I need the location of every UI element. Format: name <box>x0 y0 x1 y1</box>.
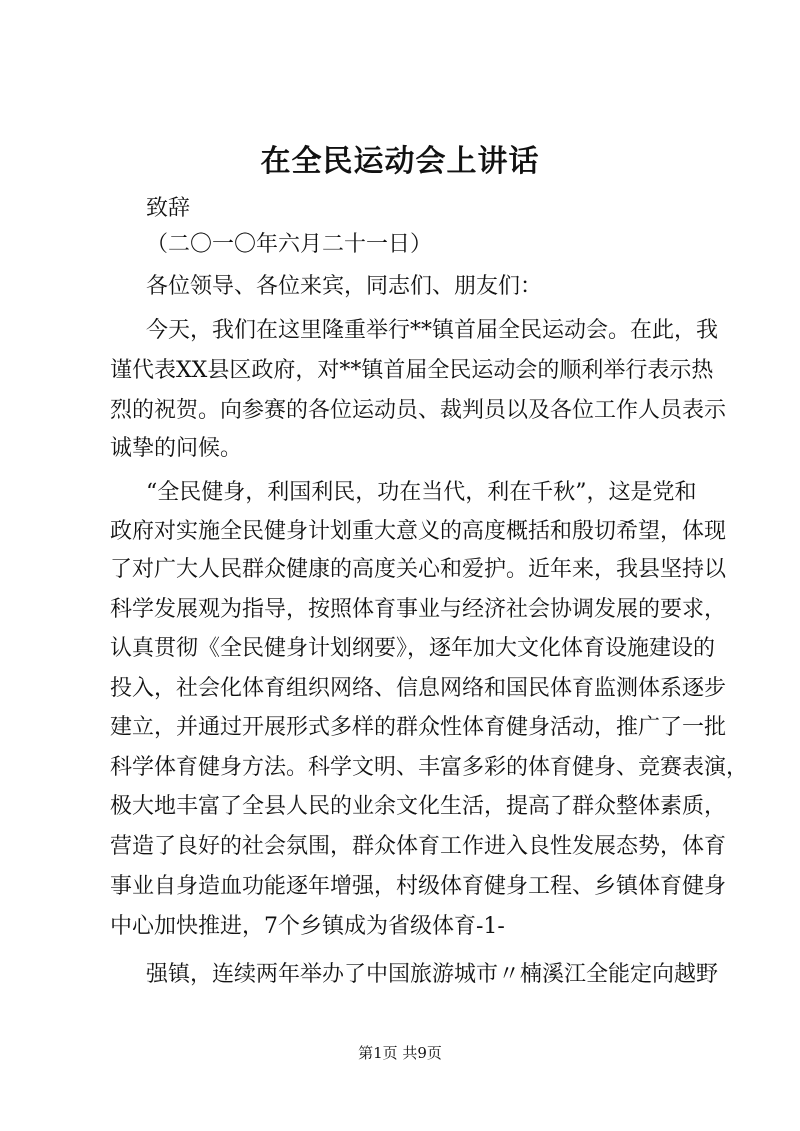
text-line: 烈的祝贺。向参赛的各位运动员、裁判员以及各位工作人员表示 <box>110 398 727 423</box>
page-number: 第1页 共9页 <box>358 1044 442 1062</box>
text-line: 政府对实施全民健身计划重大意义的高度概括和殷切希望，体现 <box>110 519 727 544</box>
text-line: 投入，社会化体育组织网络、信息网络和国民体育监测体系逐步 <box>110 676 727 701</box>
text-line: 营造了良好的社会氛围，群众体育工作进入良性发展态势，体育 <box>110 834 727 859</box>
text-line: 强镇，连续两年举办了中国旅游城市〃楠溪江全能定向越野 <box>146 962 719 987</box>
text-line: 极大地丰富了全县人民的业余文化生活，提高了群众整体素质， <box>110 794 727 819</box>
text-line: 建立，并通过开展形式多样的群众性体育健身活动，推广了一批 <box>110 715 727 740</box>
text-line: 各位领导、各位来宾，同志们、朋友们： <box>146 274 543 299</box>
text-line: “全民健身，利国利民，功在当代，利在千秋”，这是党和 <box>146 480 697 505</box>
text-line: 诚挚的问候。 <box>110 436 243 461</box>
text-line: 认真贯彻《全民健身计划纲要》，逐年加大文化体育设施建设的 <box>110 636 716 661</box>
text-line: 致辞 <box>146 196 191 221</box>
text-line: （二〇一〇年六月二十一日） <box>146 232 433 257</box>
document-title: 在全民运动会上讲话 <box>260 144 540 179</box>
text-line: 事业自身造血功能逐年增强，村级体育健身工程、乡镇体育健身 <box>110 874 727 899</box>
text-line: 今天，我们在这里隆重举行**镇首届全民运动会。在此，我 <box>146 318 719 343</box>
text-line: 了对广大人民群众健康的高度关心和爱护。近年来，我县坚持以 <box>110 557 727 582</box>
text-line: 谨代表XX县区政府，对**镇首届全民运动会的顺利举行表示热 <box>110 358 714 383</box>
text-line: 中心加快推进，7个乡镇成为省级体育-1- <box>110 914 505 939</box>
text-line: 科学体育健身方法。科学文明、丰富多彩的体育健身、竞赛表演， <box>110 755 749 780</box>
text-line: 科学发展观为指导，按照体育事业与经济社会协调发展的要求， <box>110 597 727 622</box>
